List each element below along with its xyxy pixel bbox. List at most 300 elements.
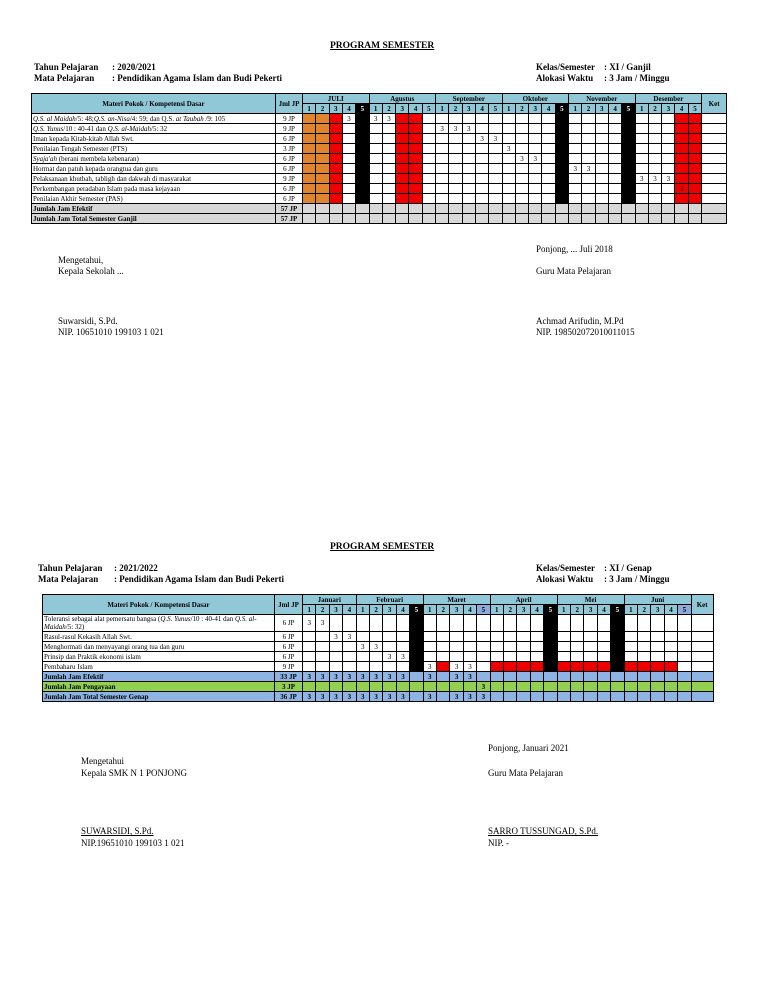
kepsek-name-genap: SUWARSIDI, S.Pd. — [81, 826, 154, 836]
week-cell — [648, 214, 661, 224]
week-cell — [369, 662, 382, 672]
week-cell — [383, 642, 396, 652]
week-cell — [369, 652, 382, 662]
alokasi-label: Alokasi Waktu — [536, 574, 594, 584]
week-cell — [382, 154, 395, 164]
week-cell — [449, 174, 462, 184]
week-cell — [530, 682, 543, 692]
header-week: 2 — [515, 104, 528, 114]
header-week: 2 — [449, 104, 462, 114]
week-cell — [597, 692, 610, 702]
week-cell — [409, 174, 422, 184]
week-cell: 3 — [648, 174, 661, 184]
week-cell — [329, 642, 342, 652]
week-cell — [678, 652, 691, 662]
week-cell: 3 — [369, 642, 382, 652]
week-cell — [316, 652, 329, 662]
week-cell — [489, 144, 502, 154]
week-cell — [608, 194, 621, 204]
ket-cell — [702, 144, 727, 154]
week-cell — [678, 615, 691, 632]
week-cell — [662, 194, 675, 204]
week-cell — [530, 692, 543, 702]
week-cell — [329, 652, 342, 662]
materi-cell: Hormat dan patuh kepada orangtua dan guru — [32, 164, 276, 174]
week-cell — [409, 194, 422, 204]
week-cell: 3 — [569, 164, 582, 174]
week-cell — [569, 124, 582, 134]
week-cell — [675, 164, 688, 174]
table-row — [43, 642, 714, 652]
header-week: 3 — [595, 104, 608, 114]
summary-label: Jumlah Jam Total Semester Ganjil — [32, 214, 276, 224]
week-cell — [595, 214, 608, 224]
week-cell — [678, 632, 691, 642]
week-cell — [342, 144, 355, 154]
ket-cell — [691, 652, 713, 662]
week-cell — [571, 632, 584, 642]
week-cell — [530, 652, 543, 662]
week-cell — [437, 672, 450, 682]
week-cell — [608, 214, 621, 224]
week-cell — [382, 174, 395, 184]
week-cell — [530, 632, 543, 642]
header-jml-jp: Jml JP — [275, 595, 303, 615]
week-cell — [342, 154, 355, 164]
week-cell — [342, 184, 355, 194]
week-cell — [515, 124, 528, 134]
week-cell — [584, 632, 597, 642]
week-cell — [688, 124, 701, 134]
week-cell — [396, 194, 409, 204]
materi-cell: Pembaharu Islam — [43, 662, 275, 672]
week-cell — [608, 154, 621, 164]
materi-cell: Toleransi sebagai alat pemersatu bangsa (Q.S. Yunus/10 : 40-41 dan Q.S. al-Maidah/5: 32) — [43, 615, 275, 632]
header-week: 3 — [584, 605, 597, 615]
week-cell — [638, 632, 651, 642]
week-cell — [490, 682, 503, 692]
week-cell — [449, 134, 462, 144]
week-cell — [436, 194, 449, 204]
week-cell — [382, 134, 395, 144]
week-cell — [489, 154, 502, 164]
week-cell — [662, 114, 675, 124]
week-cell — [303, 194, 316, 204]
week-cell — [502, 154, 515, 164]
week-cell — [662, 214, 675, 224]
mapel-value: : Pendidikan Agama Islam dan Budi Pekerti — [114, 574, 285, 584]
week-cell — [624, 672, 637, 682]
week-cell: 3 — [463, 662, 476, 672]
week-cell — [382, 124, 395, 134]
week-cell — [396, 682, 409, 692]
week-cell — [409, 144, 422, 154]
week-cell — [303, 642, 316, 652]
header-week: 2 — [571, 605, 584, 615]
week-cell — [504, 682, 517, 692]
header-week: 5 — [422, 104, 435, 114]
materi-cell: Penilaian Akhir Semester (PAS) — [32, 194, 276, 204]
materi-cell: Perkembangan peradaban Islam pada masa kejayaan — [32, 184, 276, 194]
week-cell — [329, 144, 342, 154]
week-cell — [622, 124, 635, 134]
guru-name-genap: SARRO TUSSUNGAD, S.Pd. — [488, 826, 599, 836]
week-cell — [382, 194, 395, 204]
week-cell — [675, 144, 688, 154]
week-cell — [462, 164, 475, 174]
week-cell — [490, 615, 503, 632]
week-cell — [529, 114, 542, 124]
week-cell — [502, 134, 515, 144]
header-month: Oktober — [502, 94, 568, 104]
week-cell — [542, 184, 555, 194]
week-cell — [410, 652, 423, 662]
week-cell — [688, 154, 701, 164]
alokasi-label: Alokasi Waktu — [536, 73, 594, 83]
week-cell — [449, 144, 462, 154]
week-cell — [529, 214, 542, 224]
week-cell — [490, 662, 503, 672]
week-cell — [571, 615, 584, 632]
header-week: 1 — [356, 605, 369, 615]
week-cell — [542, 214, 555, 224]
header-week: 1 — [569, 104, 582, 114]
week-cell — [423, 615, 436, 632]
week-cell — [595, 154, 608, 164]
week-cell — [504, 692, 517, 702]
ket-cell — [691, 682, 713, 692]
week-cell — [529, 174, 542, 184]
week-cell — [530, 672, 543, 682]
week-cell: 3 — [675, 184, 688, 194]
week-cell — [571, 642, 584, 652]
week-cell — [584, 672, 597, 682]
header-week: 5 — [477, 605, 490, 615]
week-cell — [569, 134, 582, 144]
week-cell — [569, 144, 582, 154]
week-cell — [329, 214, 342, 224]
week-cell — [675, 174, 688, 184]
ket-cell — [702, 204, 727, 214]
week-cell — [542, 154, 555, 164]
week-cell — [342, 174, 355, 184]
week-cell — [622, 134, 635, 144]
header-week: 3 — [329, 605, 342, 615]
kepsek-title-genap: Kepala SMK N 1 PONJONG — [81, 768, 187, 778]
week-cell: 3 — [356, 672, 369, 682]
week-cell — [316, 154, 329, 164]
week-cell — [490, 692, 503, 702]
week-cell — [437, 652, 450, 662]
week-cell — [450, 682, 463, 692]
week-cell — [638, 682, 651, 692]
week-cell — [303, 124, 316, 134]
week-cell — [678, 692, 691, 702]
week-cell — [651, 662, 664, 672]
ket-cell — [702, 124, 727, 134]
table-row — [32, 124, 727, 134]
tahun-label: Tahun Pelajaran — [34, 62, 99, 72]
week-cell — [316, 214, 329, 224]
week-cell — [678, 682, 691, 692]
header-month: Agustus — [369, 94, 436, 104]
week-cell — [517, 692, 530, 702]
summary-row — [32, 214, 727, 224]
week-cell — [542, 174, 555, 184]
week-cell — [582, 124, 595, 134]
week-cell — [502, 164, 515, 174]
ket-cell — [691, 642, 713, 652]
week-cell — [611, 672, 624, 682]
week-cell — [382, 164, 395, 174]
week-cell — [597, 652, 610, 662]
week-cell — [303, 204, 316, 214]
week-cell — [475, 124, 488, 134]
week-cell — [329, 184, 342, 194]
week-cell — [382, 214, 395, 224]
week-cell — [675, 114, 688, 124]
week-cell — [342, 164, 355, 174]
week-cell — [410, 632, 423, 642]
week-cell — [648, 194, 661, 204]
header-ket: Ket — [691, 595, 713, 615]
summary-row — [43, 682, 714, 692]
week-cell — [608, 124, 621, 134]
guru-nip-ganjil: NIP. 198502072010011015 — [536, 327, 635, 337]
week-cell — [530, 662, 543, 672]
week-cell — [571, 682, 584, 692]
header-week: 4 — [675, 104, 688, 114]
kelas-value: : XI / Genap — [604, 563, 652, 573]
week-cell — [396, 204, 409, 214]
week-cell — [436, 204, 449, 214]
materi-cell: Syaja'ah (berani membela kebenaran) — [32, 154, 276, 164]
header-week: 3 — [329, 104, 342, 114]
week-cell — [624, 642, 637, 652]
week-cell — [584, 692, 597, 702]
header-week: 4 — [608, 104, 621, 114]
week-cell — [638, 692, 651, 702]
ket-cell — [691, 662, 713, 672]
week-cell — [504, 642, 517, 652]
header-month: Maret — [423, 595, 490, 605]
materi-cell: Q.S. al Maidah/5: 48;Q.S. an-Nisa/4: 59; dan Q.S. at Taubah /9: 105 — [32, 114, 276, 124]
week-cell: 3 — [396, 692, 409, 702]
week-cell — [475, 204, 488, 214]
tahun-value: : 2021/2022 — [114, 563, 158, 573]
mengetahui-genap: Mengetahui — [81, 756, 124, 766]
week-cell — [475, 194, 488, 204]
header-week: 4 — [396, 605, 409, 615]
week-cell — [489, 174, 502, 184]
week-cell — [303, 134, 316, 144]
week-cell — [569, 114, 582, 124]
week-cell: 3 — [342, 114, 355, 124]
week-cell: 3 — [450, 692, 463, 702]
jp-cell: 6 JP — [276, 154, 303, 164]
week-cell — [688, 214, 701, 224]
week-cell — [648, 164, 661, 174]
week-cell — [475, 184, 488, 194]
week-cell — [462, 144, 475, 154]
week-cell — [608, 144, 621, 154]
week-cell — [437, 662, 450, 672]
week-cell — [595, 134, 608, 144]
table-row — [43, 632, 714, 642]
header-week: 3 — [529, 104, 542, 114]
jp-cell: 6 JP — [276, 184, 303, 194]
header-week: 5 — [622, 104, 635, 114]
week-cell — [409, 124, 422, 134]
week-cell — [450, 632, 463, 642]
week-cell: 3 — [383, 652, 396, 662]
week-cell — [303, 214, 316, 224]
week-cell — [648, 144, 661, 154]
week-cell — [662, 184, 675, 194]
jp-cell: 9 JP — [275, 662, 303, 672]
week-cell: 3 — [343, 632, 356, 642]
week-cell — [635, 204, 648, 214]
week-cell: 3 — [635, 174, 648, 184]
week-cell — [303, 632, 316, 642]
week-cell — [557, 682, 570, 692]
week-cell — [369, 174, 382, 184]
week-cell — [396, 164, 409, 174]
week-cell — [529, 134, 542, 144]
week-cell — [356, 144, 369, 154]
week-cell — [356, 194, 369, 204]
week-cell: 3 — [423, 672, 436, 682]
materi-cell: Iman kepada Kitab-kitab Allah Swt. — [32, 134, 276, 144]
week-cell — [648, 124, 661, 134]
week-cell — [422, 184, 435, 194]
week-cell — [517, 652, 530, 662]
week-cell — [423, 632, 436, 642]
week-cell — [504, 615, 517, 632]
week-cell: 3 — [316, 692, 329, 702]
week-cell: 3 — [356, 692, 369, 702]
week-cell — [504, 662, 517, 672]
week-cell — [343, 652, 356, 662]
week-cell — [436, 144, 449, 154]
week-cell — [383, 632, 396, 642]
ket-cell — [702, 134, 727, 144]
week-cell — [316, 144, 329, 154]
week-cell — [664, 632, 677, 642]
week-cell — [504, 672, 517, 682]
jp-cell: 6 JP — [275, 642, 303, 652]
week-cell — [622, 184, 635, 194]
week-cell — [356, 615, 369, 632]
week-cell — [664, 652, 677, 662]
week-cell: 3 — [529, 154, 542, 164]
week-cell — [383, 615, 396, 632]
week-cell — [557, 632, 570, 642]
table-row — [43, 615, 714, 632]
page-title-genap: PROGRAM SEMESTER — [330, 542, 435, 552]
jp-cell: 6 JP — [275, 615, 303, 632]
header-week: 1 — [423, 605, 436, 615]
header-week: 5 — [611, 605, 624, 615]
materi-cell: Rasul-rasul Kekasih Allah Swt. — [43, 632, 275, 642]
week-cell — [303, 114, 316, 124]
week-cell — [571, 672, 584, 682]
week-cell — [635, 144, 648, 154]
week-cell — [356, 632, 369, 642]
week-cell — [675, 134, 688, 144]
week-cell — [329, 124, 342, 134]
week-cell — [422, 144, 435, 154]
header-week: 1 — [303, 605, 316, 615]
week-cell — [329, 154, 342, 164]
week-cell — [502, 214, 515, 224]
week-cell — [422, 124, 435, 134]
week-cell — [437, 692, 450, 702]
week-cell — [675, 154, 688, 164]
jp-cell: 9 JP — [276, 114, 303, 124]
week-cell — [502, 174, 515, 184]
ket-cell — [702, 174, 727, 184]
week-cell — [584, 662, 597, 672]
week-cell — [422, 214, 435, 224]
week-cell — [517, 615, 530, 632]
week-cell: 3 — [423, 662, 436, 672]
week-cell — [462, 184, 475, 194]
kepsek-nip-ganjil: NIP. 10651010 199103 1 021 — [58, 327, 164, 337]
week-cell — [449, 164, 462, 174]
week-cell — [462, 174, 475, 184]
week-cell — [555, 194, 568, 204]
week-cell — [544, 692, 557, 702]
week-cell — [569, 214, 582, 224]
week-cell — [463, 652, 476, 662]
week-cell: 3 — [515, 154, 528, 164]
table-row — [32, 144, 727, 154]
schedule-table-genap — [42, 594, 714, 702]
week-cell — [475, 144, 488, 154]
jp-cell: 6 JP — [275, 652, 303, 662]
week-cell — [584, 652, 597, 662]
header-week: 2 — [638, 605, 651, 615]
week-cell — [515, 134, 528, 144]
week-cell — [463, 682, 476, 692]
week-cell — [396, 114, 409, 124]
info-left-genap — [38, 563, 284, 585]
week-cell — [410, 682, 423, 692]
header-ket: Ket — [702, 94, 727, 114]
week-cell — [356, 682, 369, 692]
week-cell — [555, 214, 568, 224]
header-week: 2 — [316, 605, 329, 615]
week-cell — [316, 184, 329, 194]
week-cell — [569, 184, 582, 194]
week-cell — [688, 204, 701, 214]
week-cell — [635, 164, 648, 174]
week-cell — [595, 164, 608, 174]
week-cell — [662, 154, 675, 164]
header-week: 2 — [316, 104, 329, 114]
week-cell — [557, 692, 570, 702]
header-week: 2 — [582, 104, 595, 114]
week-cell — [477, 642, 490, 652]
week-cell — [662, 164, 675, 174]
week-cell — [651, 632, 664, 642]
week-cell — [502, 194, 515, 204]
header-week: 1 — [635, 104, 648, 114]
ket-cell — [702, 194, 727, 204]
summary-label: Jumlah Jam Total Semester Genap — [43, 692, 275, 702]
week-cell — [544, 632, 557, 642]
